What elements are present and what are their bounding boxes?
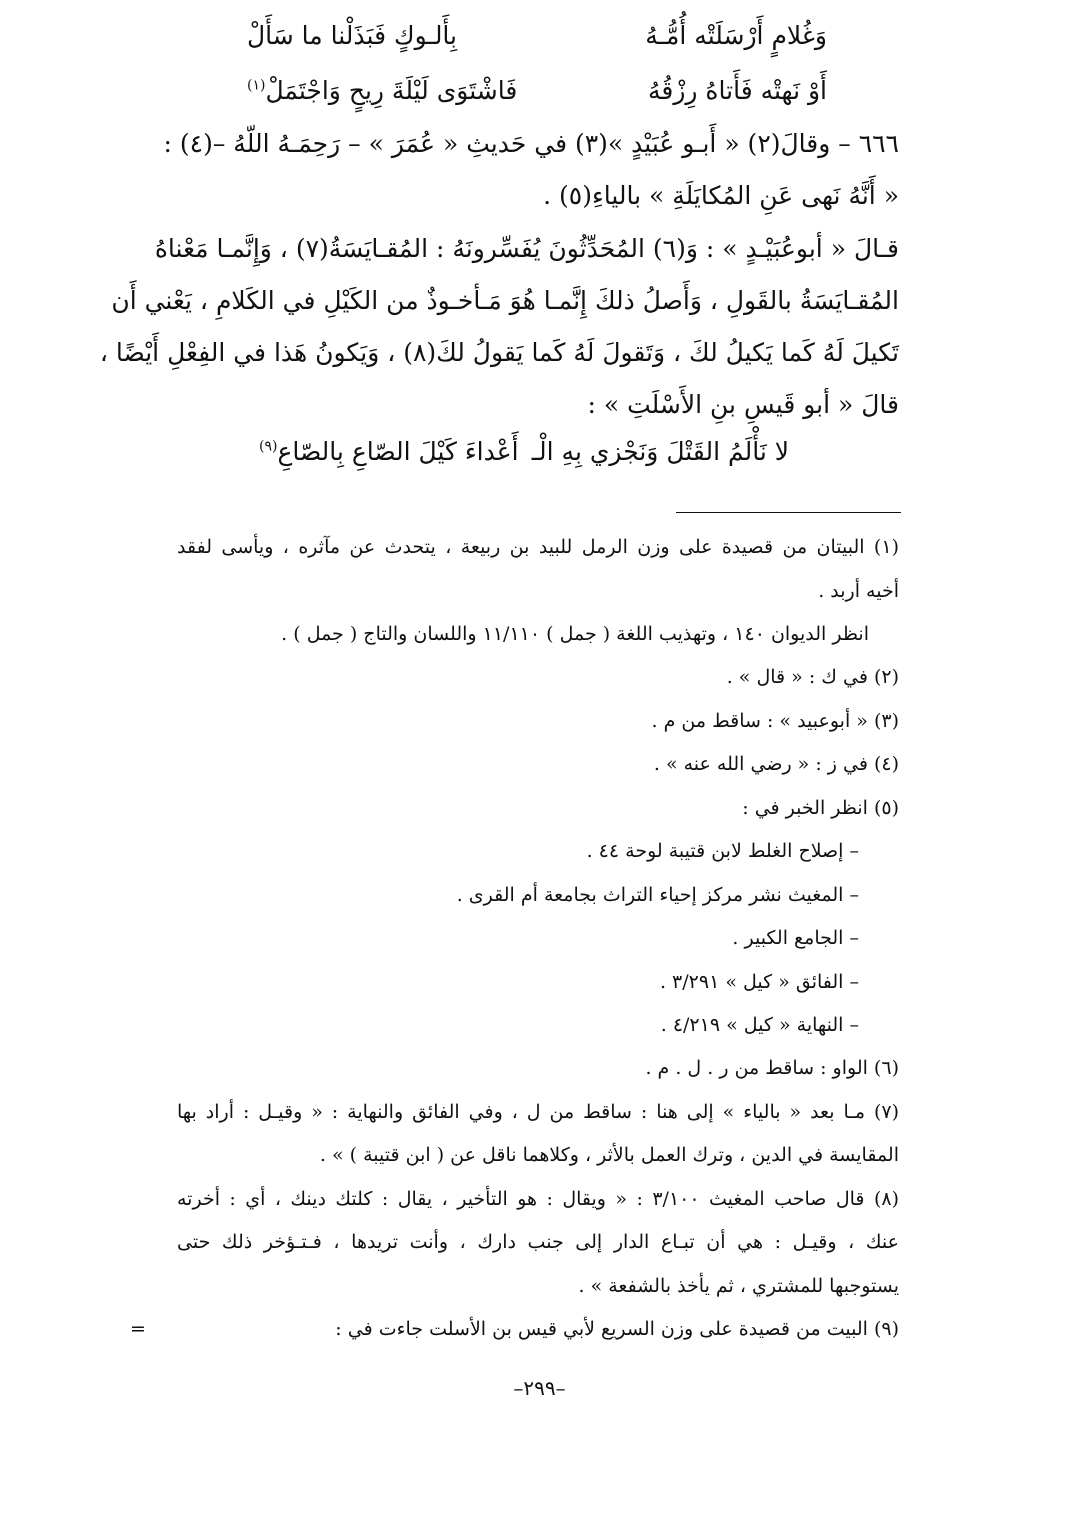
footnote-8-line-3: يستوجبها للمشتري ، ثم يأخذ بالشفعة » . [578, 1275, 899, 1297]
poem-verse-3 [259, 432, 789, 472]
footnote-1-line-3: انظر الديوان ١٤٠ ، وتهذيب اللغة ( جمل ) ١١/١١٠ واللسان والتاج ( جمل ) . [281, 623, 869, 645]
footnote-3: (٣) « أبوعبيد » : ساقط من م . [651, 710, 899, 732]
footnote-2: (٢) في ك : « قال » . [726, 666, 899, 688]
footnote-ref-1: (١) [247, 77, 266, 94]
footnote-8-line-1: (٨) قال صاحب المغيث ٣/١٠٠ : « ويقال : هو التأخير ، يقال : كلتك دينك ، أي : أخرته [177, 1188, 899, 1210]
footnote-7-line-1: (٧) مـا بعد « بالياء » إلى هنا : ساقط من ل ، وفي الفائق والنهاية : « وقيـل : أراد بها [177, 1101, 899, 1123]
verse-2-first-hemistich: أَوْ نَهتْه فَأَتاهُ رِزْقُهُ [647, 76, 827, 105]
verse-2-second-hemistich [247, 71, 517, 111]
footnote-ref-9: (٩) [259, 438, 278, 455]
footnote-5-item-5: – النهاية « كيل » ٤/٢١٩ . [660, 1014, 859, 1036]
entry-line-4: المُقـايَسَةُ بالقَولِ ، وَأَصلُ ذلكَ إِنَّمـا هُوَ مَـأخـوذٌ من الكَيْلِ في الكَلامِ ، يَعْني أَن [111, 286, 899, 315]
verse-1-second-hemistich: بِأَلـوكٍ فَبَذَلْنا ما سَأَلْ [247, 21, 458, 50]
footnote-5-item-3: – الجامع الكبير . [732, 927, 859, 949]
verse-1-first-hemistich: وَغُلامٍ أَرْسَلَتْه أُمُّـهُ [645, 21, 827, 50]
footnote-8-line-2: عنك ، وقيـل : هي أن تبـاع الدار إلى جنب دارك ، وأنت تريدها ، فـتـؤخر ذلك حتى [177, 1231, 899, 1253]
entry-line-6: قالَ « أبو قَيسِ بنِ الأَسْلَتِ » : [587, 390, 899, 419]
entry-line-5: تَكيلَ لَهُ كَما يَكيلُ لكَ ، وَتَقولَ لَهُ كَما يَقولُ لكَ(٨) ، وَيَكونُ هَذا في الفِعْلِ أَيْضًا ، [99, 338, 899, 367]
footnote-4: (٤) في ز : « رضي الله عنه » . [653, 753, 899, 775]
entry-line-1: ٦٦٦ – وقالَ(٢) « أَبـو عُبَيْدٍ »(٣) في حَديثِ « عُمَرَ » – رَحِمَـهُ اللّهُ –(٤) : [163, 129, 899, 158]
footnote-5-item-4: – الفائق « كيل » ٣/٢٩١ . [659, 971, 859, 993]
verse-3-second-hemistich [259, 432, 519, 472]
page-number: –٢٩٩– [513, 1376, 566, 1400]
verse-3-second-text: أَعْداءَ كَيْلَ الصّاعِ بِالصّاعِ [277, 437, 519, 466]
footnote-1-line-2: أخيه أربد . [818, 580, 899, 602]
entry-line-3: قـالَ « أبوعُبَيْـدٍ » : وَ(٦) المُحَدِّثُونَ يُفَسِّرونَهُ : المُقـايَسَةُ(٧) ، وَإِنَّمـا مَعْناهُ [154, 234, 899, 263]
verse-2-second-text: فَاشْتَوَى لَيْلَةَ رِيحٍ وَاجْتَمَلْ [265, 76, 518, 105]
footnote-5-item-1: – إصلاح الغلط لابن قتيبة لوحة ٤٤ . [586, 840, 859, 862]
footnote-7-line-2: المقايسة في الدين ، وترك العمل بالأثر ، وكلاهما ناقل عن ( ابن قتيبة ) » . [319, 1144, 899, 1166]
entry-line-2: « أَنَّهُ نَهى عَنِ المُكايَلَةِ » بالياءِ(٥) . [543, 181, 899, 210]
footnote-5: (٥) انظر الخبر في : [742, 797, 899, 819]
footnote-1-line-1: (١) البيتان من قصيدة على وزن الرمل للبيد بن ربيعة ، يتحدث عن مآثره ، ويأسى لفقد [177, 536, 899, 558]
footnote-9: (٩) البيت من قصيدة على وزن السريع لأبي قيس بن الأسلت جاءت في : [335, 1318, 899, 1340]
poem-verse-1 [247, 16, 827, 56]
footnote-5-item-2: – المغيث نشر مركز إحياء التراث بجامعة أم القرى . [456, 884, 859, 906]
poem-verse-2 [247, 71, 827, 111]
footnote-6: (٦) الواو : ساقط من ر . ل . م . [645, 1057, 899, 1079]
footnote-separator [676, 512, 901, 513]
verse-3-first-hemistich: لا نَأْلَمُ القَتْلَ وَنَجْزي بِهِ الْـ [531, 437, 789, 466]
continuation-mark: = [130, 1318, 146, 1340]
